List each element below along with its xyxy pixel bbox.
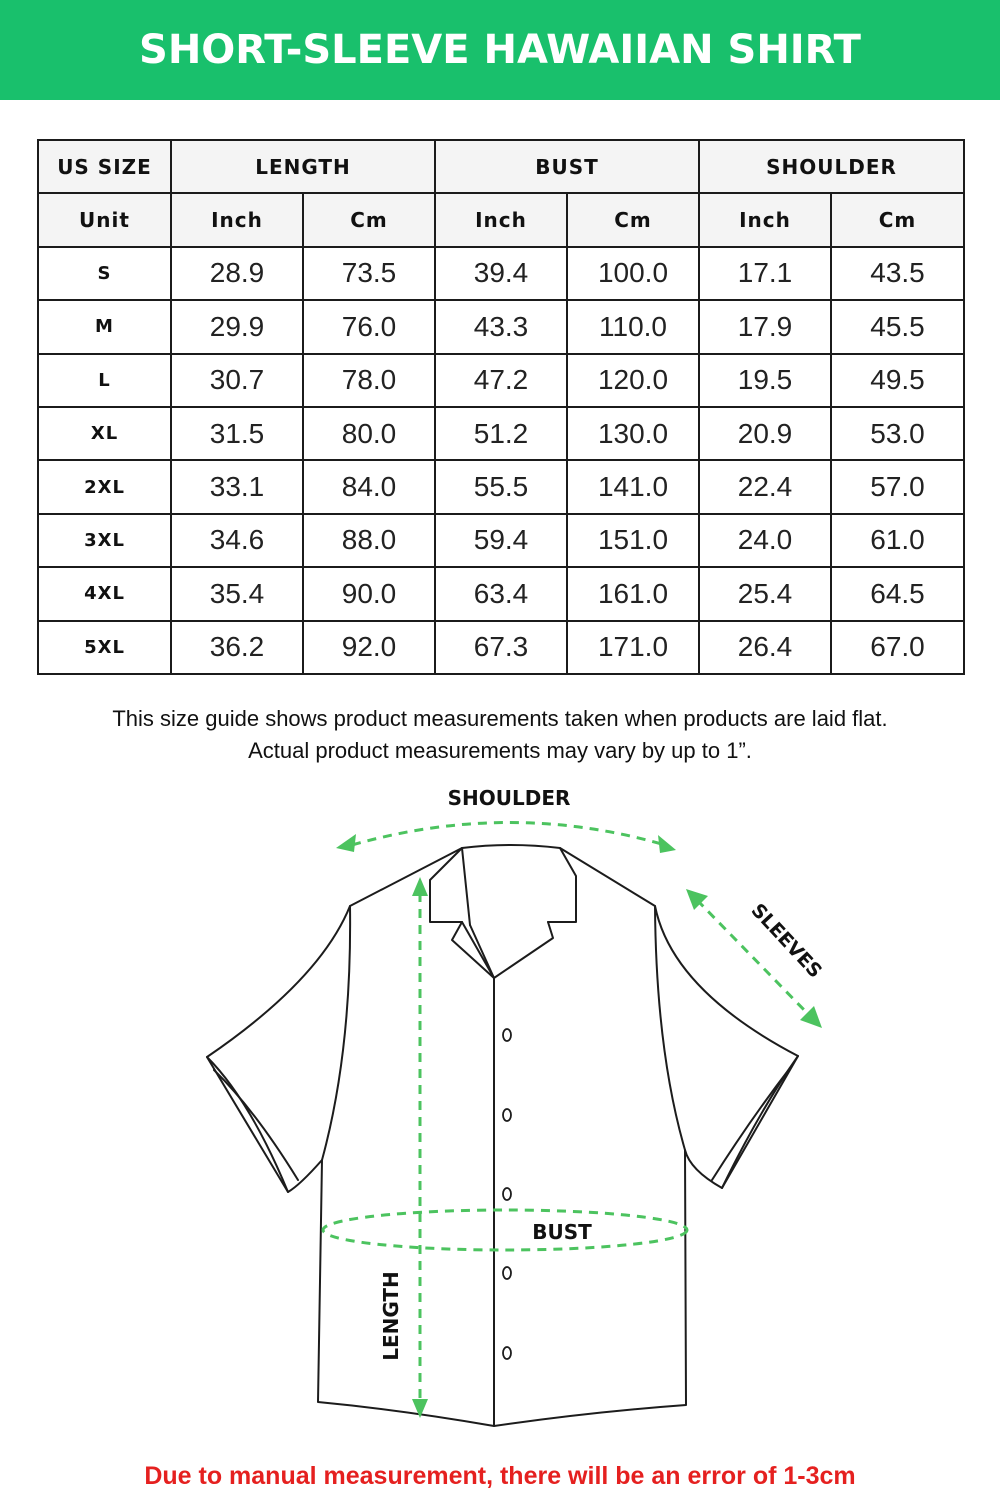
shoulder-inch-value: 24.0: [699, 514, 831, 567]
size-label: 2XL: [38, 460, 171, 513]
unit-bust-cm: Cm: [567, 193, 699, 246]
bust-inch-value: 51.2: [435, 407, 567, 460]
length-cm-value: 90.0: [303, 567, 435, 620]
size-chart-table: [37, 139, 965, 675]
button-icon: [503, 1347, 511, 1359]
size-label: L: [38, 354, 171, 407]
length-inch-value: 35.4: [171, 567, 303, 620]
bust-cm-value: 161.0: [567, 567, 699, 620]
button-icon: [503, 1109, 511, 1121]
length-cm-value: 88.0: [303, 514, 435, 567]
size-label: XL: [38, 407, 171, 460]
header-us-size: US SIZE: [38, 140, 171, 193]
table-row: [38, 407, 964, 460]
shoulder-inch-value: 19.5: [699, 354, 831, 407]
shoulder-cm-value: 64.5: [831, 567, 964, 620]
shoulder-cm-value: 45.5: [831, 300, 964, 353]
shoulder-inch-value: 17.9: [699, 300, 831, 353]
header-bust: BUST: [435, 140, 699, 193]
bust-inch-value: 67.3: [435, 621, 567, 674]
button-icon: [503, 1267, 511, 1279]
table-row: [38, 247, 964, 300]
unit-shoulder-cm: Cm: [831, 193, 964, 246]
bust-inch-value: 47.2: [435, 354, 567, 407]
length-cm-value: 73.5: [303, 247, 435, 300]
title-banner: [0, 0, 1000, 100]
length-cm-value: 84.0: [303, 460, 435, 513]
shoulder-cm-value: 61.0: [831, 514, 964, 567]
size-label: 5XL: [38, 621, 171, 674]
button-icon: [503, 1188, 511, 1200]
shoulder-measure-line: [352, 823, 665, 846]
length-inch-value: 28.9: [171, 247, 303, 300]
bust-inch-value: 39.4: [435, 247, 567, 300]
table-row: [38, 621, 964, 674]
unit-shoulder-inch: Inch: [699, 193, 831, 246]
length-cm-value: 92.0: [303, 621, 435, 674]
shoulder-cm-value: 43.5: [831, 247, 964, 300]
header-shoulder: SHOULDER: [699, 140, 964, 193]
button-icon: [503, 1029, 511, 1041]
table-unit-row: [38, 193, 964, 246]
shirt-diagram: [0, 770, 1000, 1460]
size-label: S: [38, 247, 171, 300]
shoulder-inch-value: 26.4: [699, 621, 831, 674]
length-label: LENGTH: [379, 1271, 403, 1361]
length-inch-value: 29.9: [171, 300, 303, 353]
bust-cm-value: 110.0: [567, 300, 699, 353]
bust-inch-value: 55.5: [435, 460, 567, 513]
size-label: M: [38, 300, 171, 353]
shoulder-cm-value: 57.0: [831, 460, 964, 513]
error-disclaimer: Due to manual measurement, there will be an error of 1-3cm: [144, 1462, 856, 1490]
unit-label: Unit: [38, 193, 171, 246]
bust-inch-value: 63.4: [435, 567, 567, 620]
table-row: [38, 300, 964, 353]
bust-cm-value: 130.0: [567, 407, 699, 460]
measurement-note-line2: Actual product measurements may vary by up to 1”.: [248, 738, 752, 763]
arrow-up-left-icon: [686, 889, 708, 910]
shoulder-inch-value: 20.9: [699, 407, 831, 460]
shoulder-inch-value: 22.4: [699, 460, 831, 513]
size-label: 3XL: [38, 514, 171, 567]
table-row: [38, 514, 964, 567]
arrow-right-icon: [658, 835, 676, 853]
length-inch-value: 36.2: [171, 621, 303, 674]
bust-cm-value: 100.0: [567, 247, 699, 300]
bust-cm-value: 171.0: [567, 621, 699, 674]
page-title: SHORT-SLEEVE HAWAIIAN SHIRT: [139, 27, 861, 73]
length-inch-value: 31.5: [171, 407, 303, 460]
length-inch-value: 30.7: [171, 354, 303, 407]
shoulder-cm-value: 53.0: [831, 407, 964, 460]
bust-cm-value: 120.0: [567, 354, 699, 407]
length-cm-value: 76.0: [303, 300, 435, 353]
shoulder-inch-value: 25.4: [699, 567, 831, 620]
table-row: [38, 354, 964, 407]
bust-inch-value: 59.4: [435, 514, 567, 567]
bust-label: BUST: [532, 1220, 592, 1244]
length-inch-value: 33.1: [171, 460, 303, 513]
arrow-up-icon: [412, 877, 428, 896]
measurement-note-line1: This size guide shows product measurements taken when products are laid flat.: [112, 706, 888, 731]
unit-bust-inch: Inch: [435, 193, 567, 246]
bust-cm-value: 141.0: [567, 460, 699, 513]
header-length: LENGTH: [171, 140, 435, 193]
table-row: [38, 460, 964, 513]
shoulder-inch-value: 17.1: [699, 247, 831, 300]
length-cm-value: 80.0: [303, 407, 435, 460]
bust-cm-value: 151.0: [567, 514, 699, 567]
bust-inch-value: 43.3: [435, 300, 567, 353]
shoulder-label: SHOULDER: [447, 786, 571, 810]
size-label: 4XL: [38, 567, 171, 620]
shoulder-cm-value: 67.0: [831, 621, 964, 674]
unit-length-inch: Inch: [171, 193, 303, 246]
table-header-row: [38, 140, 964, 193]
bust-measure-line: [323, 1210, 687, 1250]
shoulder-cm-value: 49.5: [831, 354, 964, 407]
sleeves-label: SLEEVES: [746, 899, 827, 983]
table-row: [38, 567, 964, 620]
shirt-outline-icon: [207, 845, 798, 1426]
arrow-left-icon: [336, 834, 356, 852]
length-cm-value: 78.0: [303, 354, 435, 407]
button-icons: [503, 1029, 511, 1359]
arrowhead-icons: [336, 834, 822, 1418]
unit-length-cm: Cm: [303, 193, 435, 246]
length-inch-value: 34.6: [171, 514, 303, 567]
